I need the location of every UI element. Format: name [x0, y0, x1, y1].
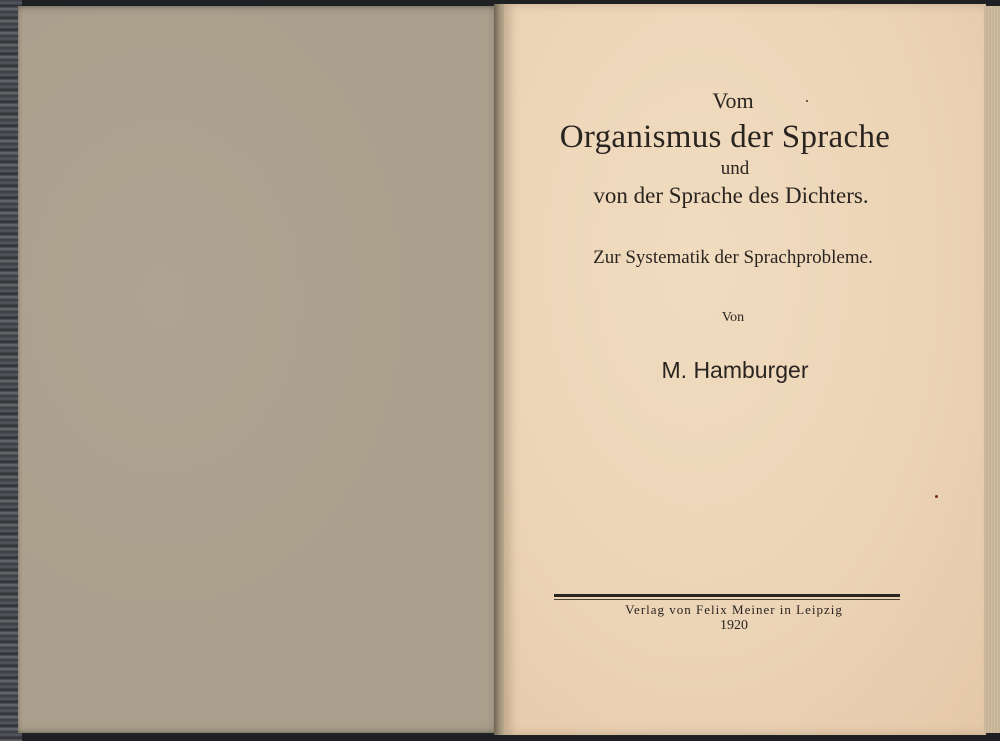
title-continuation: von der Sprache des Dichters. [593, 183, 869, 208]
author-name: M. Hamburger [661, 357, 809, 383]
publisher-rule [554, 594, 900, 597]
ink-speck [806, 100, 808, 102]
title-conjunction: und [720, 158, 750, 179]
main-title: Organismus der Sprache [559, 119, 891, 155]
left-endpaper [18, 6, 502, 733]
ink-speck [935, 495, 938, 498]
title-line-vom: Vom [712, 88, 754, 113]
publication-year: 1920 [720, 618, 748, 633]
publisher: Verlag von Felix Meiner in Leipzig [625, 602, 843, 617]
page-edges [984, 6, 1000, 733]
by-line: Von [721, 310, 745, 325]
subtitle: Zur Systematik der Sprachprobleme. [593, 247, 873, 268]
publisher-rule-thin [554, 599, 900, 600]
